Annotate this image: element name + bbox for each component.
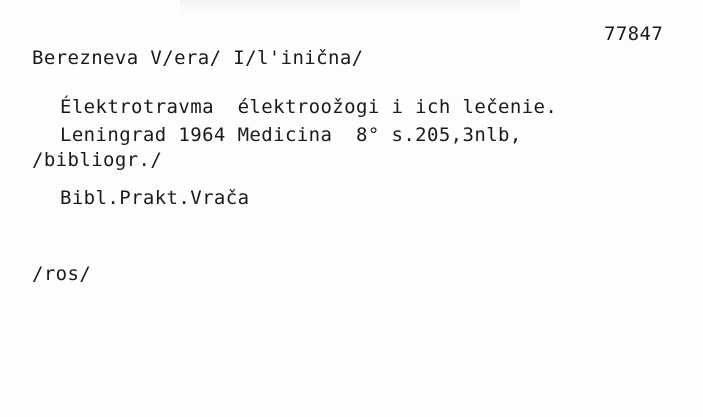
bibliography-note: /bibliogr./ bbox=[32, 149, 163, 171]
series-line: Bibl.Prakt.Vrača bbox=[60, 187, 250, 209]
language-code: /ros/ bbox=[32, 263, 92, 285]
title-line: Élektrotravma élektroožogi i ich lečenie. bbox=[60, 96, 558, 118]
card-top-smudge bbox=[180, 0, 520, 14]
imprint-line: Leningrad 1964 Medicina 8° s.205,3nlb, bbox=[60, 124, 522, 146]
author-heading: Berezneva V/era/ I/l'inična/ bbox=[32, 47, 364, 69]
accession-number: 77847 bbox=[604, 23, 664, 45]
